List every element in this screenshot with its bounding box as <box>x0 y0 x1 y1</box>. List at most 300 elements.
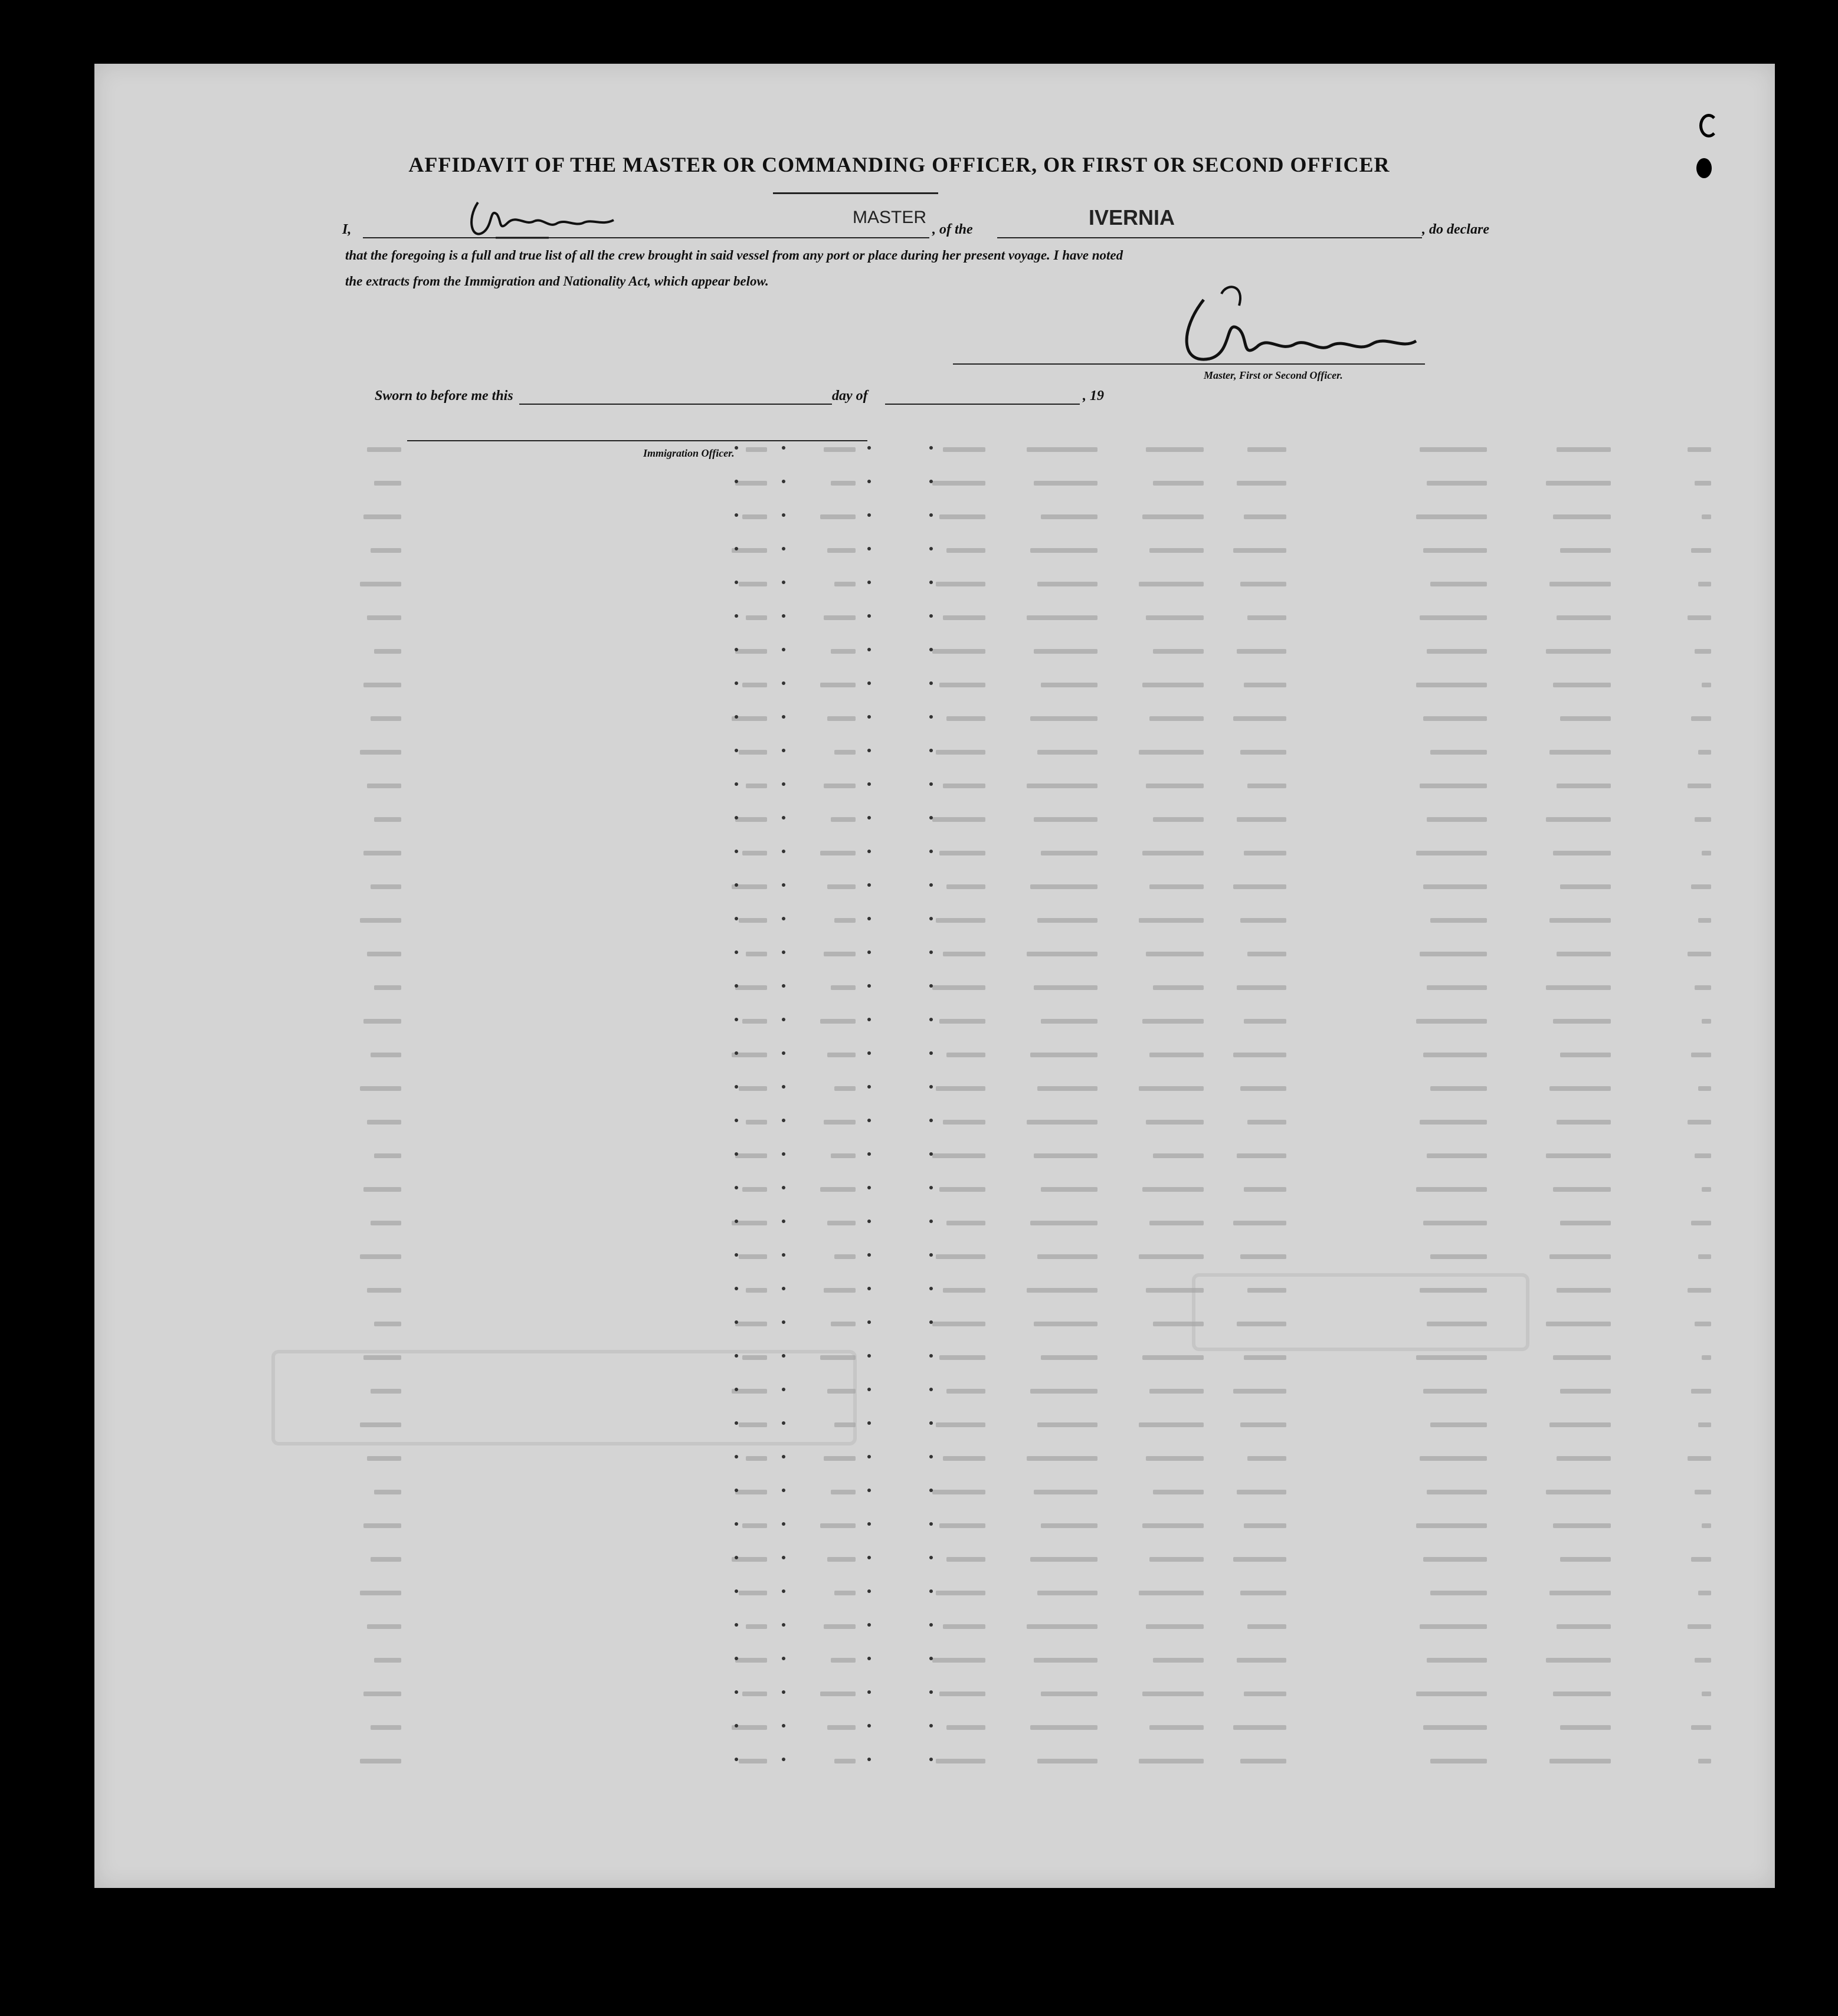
faded-row-mark <box>1688 1120 1711 1125</box>
faded-row-mark <box>834 582 856 586</box>
faded-row-mark <box>1030 1221 1097 1225</box>
faded-row-mark <box>746 1288 767 1293</box>
faded-row-mark <box>1691 1557 1711 1562</box>
faded-row-mark <box>363 1692 401 1696</box>
faded-row-mark <box>735 1153 767 1158</box>
faded-row-mark <box>746 952 767 956</box>
register-dot <box>735 816 738 819</box>
faded-row-mark <box>742 1187 767 1192</box>
faded-row-mark <box>735 1490 767 1494</box>
register-dot <box>867 1758 871 1761</box>
register-dot <box>782 1522 785 1526</box>
faded-row-mark <box>1146 615 1204 620</box>
officer-signature-line <box>407 440 867 441</box>
faded-row-mark <box>820 851 856 855</box>
faded-row-mark <box>1695 1490 1711 1494</box>
faded-row-mark <box>1427 1322 1487 1326</box>
sworn-prefix: Sworn to before me this <box>375 388 513 404</box>
faded-row-mark <box>1553 851 1611 855</box>
faded-row-mark <box>374 1322 401 1326</box>
register-dot <box>867 1051 871 1055</box>
register-dot <box>782 816 785 819</box>
faded-row-mark <box>360 582 401 586</box>
register-dot <box>782 984 785 988</box>
register-dot <box>782 1589 785 1593</box>
faded-row-mark <box>1139 1591 1204 1595</box>
faded-row-mark <box>371 548 401 553</box>
faded-row-mark <box>831 481 856 486</box>
faded-row-mark <box>1702 1187 1711 1192</box>
register-dot <box>782 1119 785 1122</box>
faded-row-mark <box>1688 447 1711 452</box>
faded-row-mark <box>1027 615 1097 620</box>
faded-row-mark <box>1416 1692 1487 1696</box>
faded-row-mark <box>1034 1153 1097 1158</box>
faded-row-mark <box>1416 1019 1487 1024</box>
faded-row-mark <box>1430 918 1487 923</box>
faded-row-mark <box>1553 683 1611 687</box>
faded-row-mark <box>1149 1557 1204 1562</box>
faded-row-mark <box>1030 884 1097 889</box>
faded-row-mark <box>1240 750 1286 755</box>
faded-row-mark <box>943 447 985 452</box>
faded-row-mark <box>735 481 767 486</box>
faded-row-mark <box>1153 649 1204 654</box>
register-dot <box>929 715 933 719</box>
faded-row-mark <box>1139 1254 1204 1259</box>
sworn-month-line <box>885 404 1080 405</box>
faded-row-mark <box>1557 615 1611 620</box>
faded-row-mark <box>1142 851 1204 855</box>
register-dot <box>929 1724 933 1727</box>
faded-row-mark <box>1420 1288 1487 1293</box>
faded-row-mark <box>943 1624 985 1629</box>
faded-row-mark <box>746 784 767 788</box>
register-dot <box>867 1388 871 1391</box>
faded-row-mark <box>1139 750 1204 755</box>
faded-row-mark <box>1240 918 1286 923</box>
faded-row-mark <box>1247 952 1286 956</box>
faded-row-mark <box>1553 1019 1611 1024</box>
faded-row-mark <box>932 649 985 654</box>
document-page <box>94 64 1775 1888</box>
faded-row-mark <box>1153 1658 1204 1663</box>
faded-row-mark <box>735 1658 767 1663</box>
register-dot <box>867 917 871 920</box>
register-dot <box>735 749 738 752</box>
faded-row-mark <box>1688 952 1711 956</box>
faded-row-mark <box>1557 1120 1611 1125</box>
faded-row-mark <box>1560 1725 1611 1730</box>
faded-row-mark <box>1698 582 1711 586</box>
faded-row-mark <box>936 1422 985 1427</box>
register-dot <box>782 850 785 853</box>
faded-row-mark <box>1233 1389 1286 1394</box>
faded-row-mark <box>1423 1053 1487 1057</box>
faded-row-mark <box>1560 884 1611 889</box>
register-dot <box>929 446 933 450</box>
faded-row-mark <box>1030 1557 1097 1562</box>
faded-row-mark <box>1695 1658 1711 1663</box>
faded-row-mark <box>936 918 985 923</box>
faded-row-mark <box>360 750 401 755</box>
register-dot <box>782 547 785 550</box>
faded-row-mark <box>367 952 401 956</box>
declaration-line-3: the extracts from the Immigration and Nationality Act, which appear below. <box>345 274 769 289</box>
faded-row-mark <box>1247 1624 1286 1629</box>
faded-row-mark <box>820 514 856 519</box>
faded-row-mark <box>739 1591 767 1595</box>
faded-row-mark <box>735 817 767 822</box>
register-dot <box>735 1556 738 1559</box>
faded-row-mark <box>831 817 856 822</box>
faded-row-mark <box>1240 582 1286 586</box>
punch-hole <box>1696 158 1712 178</box>
affidavit-title: AFFIDAVIT OF THE MASTER OR COMMANDING OFFICER, OR FIRST OR SECOND OFFICER <box>408 153 1390 176</box>
faded-row-mark <box>820 1019 856 1024</box>
faded-row-mark <box>943 784 985 788</box>
faded-row-mark <box>1237 1658 1286 1663</box>
register-dot <box>735 1287 738 1290</box>
faded-row-mark <box>1691 548 1711 553</box>
faded-row-mark <box>939 1187 985 1192</box>
faded-row-mark <box>1041 1019 1097 1024</box>
faded-stamp <box>1192 1273 1529 1351</box>
faded-row-mark <box>1244 514 1286 519</box>
faded-row-mark <box>1034 817 1097 822</box>
faded-row-mark <box>367 447 401 452</box>
register-dot <box>867 715 871 719</box>
faded-row-mark <box>1153 1153 1204 1158</box>
faded-row-mark <box>360 1086 401 1091</box>
register-dot <box>867 513 871 517</box>
register-dot <box>735 1421 738 1425</box>
faded-row-mark <box>371 1557 401 1562</box>
register-dot <box>929 1085 933 1089</box>
faded-row-mark <box>1146 447 1204 452</box>
faded-row-mark <box>1698 1422 1711 1427</box>
register-dot <box>929 782 933 786</box>
faded-row-mark <box>1695 481 1711 486</box>
faded-row-mark <box>1557 447 1611 452</box>
faded-row-mark <box>827 1725 856 1730</box>
register-dot <box>735 547 738 550</box>
faded-row-mark <box>1416 1187 1487 1192</box>
faded-row-mark <box>827 548 856 553</box>
faded-row-mark <box>1546 481 1611 486</box>
register-dot <box>782 681 785 685</box>
faded-row-mark <box>1240 1422 1286 1427</box>
register-dot <box>929 681 933 685</box>
register-dot <box>735 581 738 584</box>
faded-row-mark <box>1702 514 1711 519</box>
faded-row-mark <box>746 1456 767 1461</box>
register-dot <box>782 715 785 719</box>
register-dot <box>867 1556 871 1559</box>
faded-row-mark <box>820 1692 856 1696</box>
register-dot <box>735 950 738 954</box>
faded-row-mark <box>1416 1355 1487 1360</box>
faded-row-mark <box>1244 1019 1286 1024</box>
register-dot <box>867 1220 871 1223</box>
register-dot <box>867 1018 871 1021</box>
faded-row-mark <box>1691 884 1711 889</box>
register-dot <box>867 816 871 819</box>
faded-row-mark <box>374 649 401 654</box>
register-dot <box>735 917 738 920</box>
faded-row-mark <box>1247 1456 1286 1461</box>
faded-row-mark <box>1142 1187 1204 1192</box>
faded-row-mark <box>1149 1725 1204 1730</box>
faded-row-mark <box>1149 716 1204 721</box>
faded-row-mark <box>1557 1624 1611 1629</box>
faded-row-mark <box>1030 1389 1097 1394</box>
faded-row-mark <box>827 1557 856 1562</box>
register-dot <box>782 446 785 450</box>
faded-row-mark <box>831 1153 856 1158</box>
faded-row-mark <box>831 1322 856 1326</box>
faded-row-mark <box>1560 1389 1611 1394</box>
faded-row-mark <box>1420 615 1487 620</box>
rank-value: MASTER <box>853 208 927 227</box>
faded-row-mark <box>1420 447 1487 452</box>
register-dot <box>782 1152 785 1156</box>
punch-hole <box>1699 114 1718 137</box>
faded-row-mark <box>1034 1658 1097 1663</box>
register-dot <box>929 480 933 483</box>
register-dot <box>735 1388 738 1391</box>
register-dot <box>782 1320 785 1324</box>
faded-row-mark <box>1423 548 1487 553</box>
register-dot <box>782 1186 785 1189</box>
faded-row-mark <box>1027 1288 1097 1293</box>
faded-row-mark <box>1702 1019 1711 1024</box>
faded-row-mark <box>1430 1086 1487 1091</box>
faded-row-mark <box>1030 548 1097 553</box>
register-dot <box>782 648 785 651</box>
faded-row-mark <box>1027 784 1097 788</box>
register-dot <box>929 1455 933 1458</box>
faded-row-mark <box>939 514 985 519</box>
register-dot <box>735 1253 738 1257</box>
faded-row-mark <box>739 1254 767 1259</box>
faded-row-mark <box>1027 1456 1097 1461</box>
faded-row-mark <box>1153 481 1204 486</box>
faded-row-mark <box>827 1221 856 1225</box>
officer-caption: Immigration Officer. <box>643 447 735 459</box>
title-divider <box>773 192 938 194</box>
faded-row-mark <box>1549 1759 1611 1763</box>
register-dot <box>782 749 785 752</box>
register-dot <box>782 1085 785 1089</box>
faded-row-mark <box>932 1490 985 1494</box>
faded-row-mark <box>1549 582 1611 586</box>
faded-row-mark <box>735 985 767 990</box>
faded-row-mark <box>834 1591 856 1595</box>
faded-row-mark <box>1037 1086 1097 1091</box>
faded-row-mark <box>1702 1692 1711 1696</box>
faded-row-mark <box>1041 1355 1097 1360</box>
faded-row-mark <box>1244 1187 1286 1192</box>
faded-row-mark <box>739 750 767 755</box>
faded-row-mark <box>1549 750 1611 755</box>
faded-row-mark <box>932 817 985 822</box>
faded-row-mark <box>820 1187 856 1192</box>
register-dot <box>929 1186 933 1189</box>
faded-row-mark <box>1247 784 1286 788</box>
faded-row-mark <box>1237 985 1286 990</box>
register-dot <box>782 513 785 517</box>
faded-row-mark <box>946 1557 985 1562</box>
faded-row-mark <box>1153 1490 1204 1494</box>
faded-row-mark <box>1688 1288 1711 1293</box>
faded-row-mark <box>943 1288 985 1293</box>
faded-row-mark <box>1153 985 1204 990</box>
faded-row-mark <box>1427 1658 1487 1663</box>
faded-row-mark <box>1146 784 1204 788</box>
faded-row-mark <box>834 1759 856 1763</box>
faded-row-mark <box>367 615 401 620</box>
faded-row-mark <box>374 1490 401 1494</box>
faded-row-mark <box>1688 615 1711 620</box>
faded-row-mark <box>1430 1591 1487 1595</box>
faded-row-mark <box>1702 683 1711 687</box>
faded-row-mark <box>1557 952 1611 956</box>
faded-row-mark <box>746 447 767 452</box>
faded-row-mark <box>1037 1759 1097 1763</box>
register-dot <box>735 1758 738 1761</box>
register-dot <box>929 648 933 651</box>
faded-row-mark <box>827 716 856 721</box>
register-dot <box>867 1186 871 1189</box>
faded-row-mark <box>1233 1053 1286 1057</box>
register-dot <box>735 1589 738 1593</box>
faded-row-mark <box>1423 716 1487 721</box>
faded-row-mark <box>363 1523 401 1528</box>
faded-row-mark <box>1247 447 1286 452</box>
register-dot <box>735 1320 738 1324</box>
register-dot <box>735 1690 738 1694</box>
register-dot <box>929 917 933 920</box>
sworn-day-of: day of <box>832 388 868 404</box>
faded-row-mark <box>946 548 985 553</box>
faded-row-mark <box>1546 817 1611 822</box>
faded-row-mark <box>1142 683 1204 687</box>
register-dot <box>929 984 933 988</box>
faded-row-mark <box>1139 1759 1204 1763</box>
faded-row-mark <box>360 1759 401 1763</box>
faded-row-mark <box>1237 1490 1286 1494</box>
faded-row-mark <box>742 1019 767 1024</box>
faded-row-mark <box>1240 1254 1286 1259</box>
register-dot <box>735 1119 738 1122</box>
register-dot <box>929 1287 933 1290</box>
faded-row-mark <box>1698 1591 1711 1595</box>
faded-row-mark <box>746 1120 767 1125</box>
faded-row-mark <box>1549 918 1611 923</box>
faded-row-mark <box>1430 1422 1487 1427</box>
register-dot <box>782 1051 785 1055</box>
faded-row-mark <box>360 1422 401 1427</box>
line1-prefix: I, <box>342 222 352 237</box>
faded-row-mark <box>1034 481 1097 486</box>
register-dot <box>782 1623 785 1627</box>
faded-row-mark <box>374 1658 401 1663</box>
faded-row-mark <box>374 481 401 486</box>
faded-row-mark <box>932 1153 985 1158</box>
faded-row-mark <box>1139 582 1204 586</box>
faded-row-mark <box>363 1355 401 1360</box>
faded-row-mark <box>739 1422 767 1427</box>
register-dot <box>867 1354 871 1358</box>
register-dot <box>929 547 933 550</box>
faded-row-mark <box>1560 548 1611 553</box>
faded-row-mark <box>820 683 856 687</box>
faded-row-mark <box>824 1456 856 1461</box>
faded-row-mark <box>1149 1221 1204 1225</box>
register-dot <box>782 1690 785 1694</box>
faded-row-mark <box>1149 1053 1204 1057</box>
faded-row-mark <box>1027 1624 1097 1629</box>
faded-row-mark <box>1420 784 1487 788</box>
faded-row-mark <box>1030 1725 1097 1730</box>
faded-row-mark <box>1041 1523 1097 1528</box>
faded-row-mark <box>1240 1591 1286 1595</box>
faded-row-mark <box>1423 1389 1487 1394</box>
faded-row-mark <box>1233 1221 1286 1225</box>
faded-row-mark <box>1553 1187 1611 1192</box>
register-dot <box>867 850 871 853</box>
faded-row-mark <box>371 1053 401 1057</box>
faded-row-mark <box>363 683 401 687</box>
faded-row-mark <box>827 1053 856 1057</box>
name-fill-line <box>363 237 929 238</box>
register-dot <box>929 513 933 517</box>
faded-row-mark <box>1546 985 1611 990</box>
register-dot <box>735 1623 738 1627</box>
register-dot <box>735 1522 738 1526</box>
faded-row-mark <box>1546 1658 1611 1663</box>
faded-row-mark <box>824 447 856 452</box>
faded-row-mark <box>1247 1120 1286 1125</box>
faded-row-mark <box>1030 716 1097 721</box>
faded-row-mark <box>363 514 401 519</box>
faded-row-mark <box>1153 1322 1204 1326</box>
faded-row-mark <box>824 1624 856 1629</box>
faded-row-mark <box>742 1523 767 1528</box>
faded-row-mark <box>374 1153 401 1158</box>
faded-row-mark <box>1037 1591 1097 1595</box>
faded-row-mark <box>1146 952 1204 956</box>
faded-row-mark <box>1139 1086 1204 1091</box>
register-dot <box>867 1589 871 1593</box>
faded-row-mark <box>946 1389 985 1394</box>
faded-row-mark <box>1560 716 1611 721</box>
register-dot <box>867 1085 871 1089</box>
faded-row-mark <box>1560 1557 1611 1562</box>
faded-row-mark <box>1034 985 1097 990</box>
faded-row-mark <box>1546 1153 1611 1158</box>
faded-row-mark <box>1037 918 1097 923</box>
register-dot <box>929 581 933 584</box>
faded-row-mark <box>943 1120 985 1125</box>
faded-row-mark <box>1420 1456 1487 1461</box>
faded-row-mark <box>946 1725 985 1730</box>
faded-row-mark <box>371 1221 401 1225</box>
faded-row-mark <box>1423 884 1487 889</box>
faded-row-mark <box>1244 1692 1286 1696</box>
register-dot <box>929 1690 933 1694</box>
